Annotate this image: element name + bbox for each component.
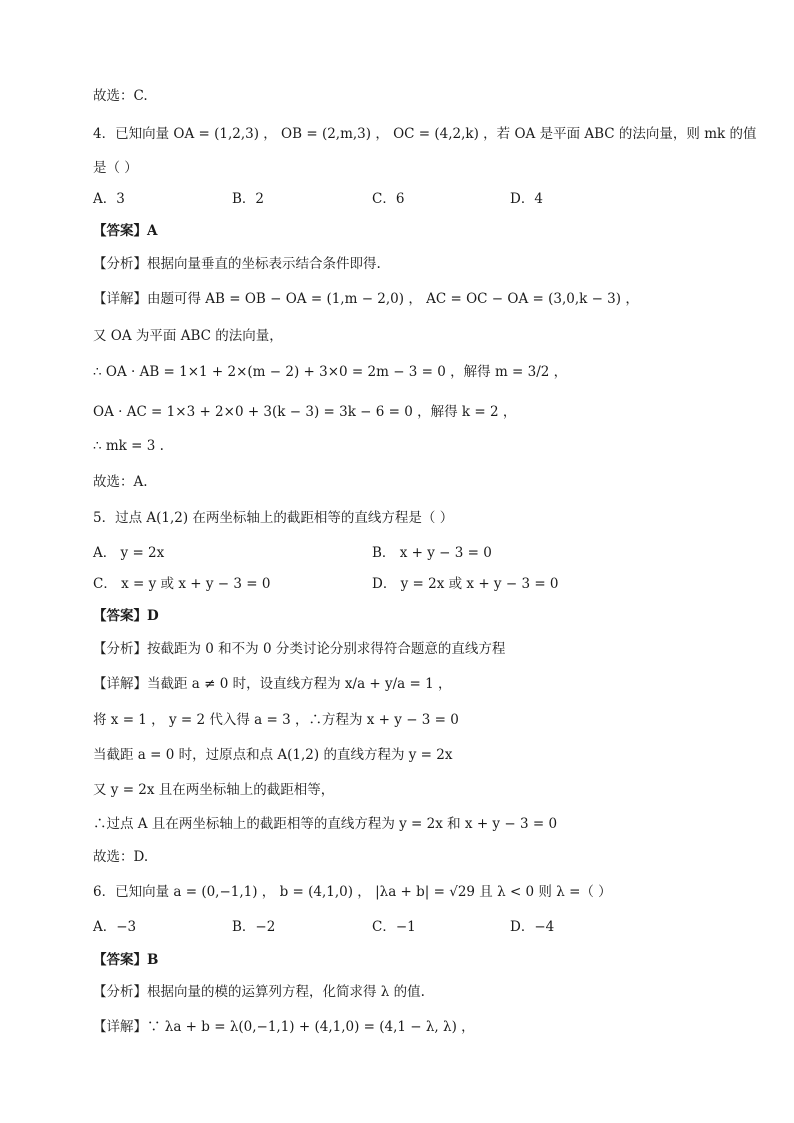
q5-option-d: D． y = 2x 或 x + y − 3 = 0 xyxy=(372,576,559,592)
text-line: 将 x = 1 ， y = 2 代入得 a = 3 ，∴方程为 x + y − 3 = 0 xyxy=(93,712,459,728)
text-line: 故选：C. xyxy=(93,88,148,104)
text-line: 故选：D. xyxy=(93,849,149,865)
text-line: OA · AC = 1×3 + 2×0 + 3(k − 3) = 3k − 6 = 0 ，解得 k = 2 ， xyxy=(93,404,517,420)
analysis-line: 【分析】按截距为 0 和不为 0 分类讨论分别求得符合题意的直线方程 xyxy=(93,641,506,657)
answer-line: 【答案】D xyxy=(93,608,159,624)
q6-option-c: C．−1 xyxy=(372,919,416,935)
analysis-line: 【分析】根据向量的模的运算列方程，化简求得 λ 的值. xyxy=(93,984,425,1000)
solution-line: 【详解】∵ λa + b = λ(0,−1,1) + (4,1,0) = (4,1 − λ, λ) ， xyxy=(93,1019,475,1035)
q6-option-b: B．−2 xyxy=(232,919,276,935)
text-line: 是（ ） xyxy=(93,160,138,176)
text-line: ∴ mk = 3 . xyxy=(93,438,164,454)
text-line: 故选：A. xyxy=(93,474,148,490)
q5-option-c: C． x = y 或 x + y − 3 = 0 xyxy=(93,576,271,592)
q4-option-d: D．4 xyxy=(510,191,543,207)
text-line: ∴ OA · AB = 1×1 + 2×(m − 2) + 3×0 = 2m − 3 = 0 ，解得 m = 3/2 ， xyxy=(93,364,568,380)
q4-option-c: C．6 xyxy=(372,191,405,207)
q6-option-d: D．−4 xyxy=(510,919,555,935)
q5-option-a: A． y = 2x xyxy=(93,545,165,561)
question-6-stem: 6．已知向量 a = (0,−1,1) ， b = (4,1,0) ， |λa + b| = √29 且 λ < 0 则 λ =（ ） xyxy=(93,884,612,900)
answer-line: 【答案】A xyxy=(93,223,158,239)
q4-option-a: A．3 xyxy=(93,191,125,207)
analysis-line: 【分析】根据向量垂直的坐标表示结合条件即得. xyxy=(93,256,381,272)
text-line: ∴过点 A 且在两坐标轴上的截距相等的直线方程为 y = 2x 和 x + y − 3 = 0 xyxy=(93,816,558,832)
text-line: 当截距 a = 0 时，过原点和点 A(1,2) 的直线方程为 y = 2x xyxy=(93,747,453,763)
q4-option-b: B．2 xyxy=(232,191,265,207)
question-4-stem: 4．已知向量 OA = (1,2,3) ， OB = (2,m,3) ， OC = (4,2,k) ，若 OA 是平面 ABC 的法向量，则 mk 的值 xyxy=(93,126,757,142)
text-line: 又 y = 2x 且在两坐标轴上的截距相等， xyxy=(93,782,335,798)
q5-option-b: B． x + y − 3 = 0 xyxy=(372,545,492,561)
text-line: 又 OA 为平面 ABC 的法向量， xyxy=(93,328,283,344)
question-5-stem: 5．过点 A(1,2) 在两坐标轴上的截距相等的直线方程是（ ） xyxy=(93,510,454,526)
answer-line: 【答案】B xyxy=(93,952,159,968)
solution-line: 【详解】当截距 a ≠ 0 时，设直线方程为 x/a + y/a = 1 ， xyxy=(93,676,452,692)
q6-option-a: A．−3 xyxy=(93,919,137,935)
solution-line: 【详解】由题可得 AB = OB − OA = (1,m − 2,0) ， AC = OC − OA = (3,0,k − 3) ， xyxy=(93,291,639,307)
